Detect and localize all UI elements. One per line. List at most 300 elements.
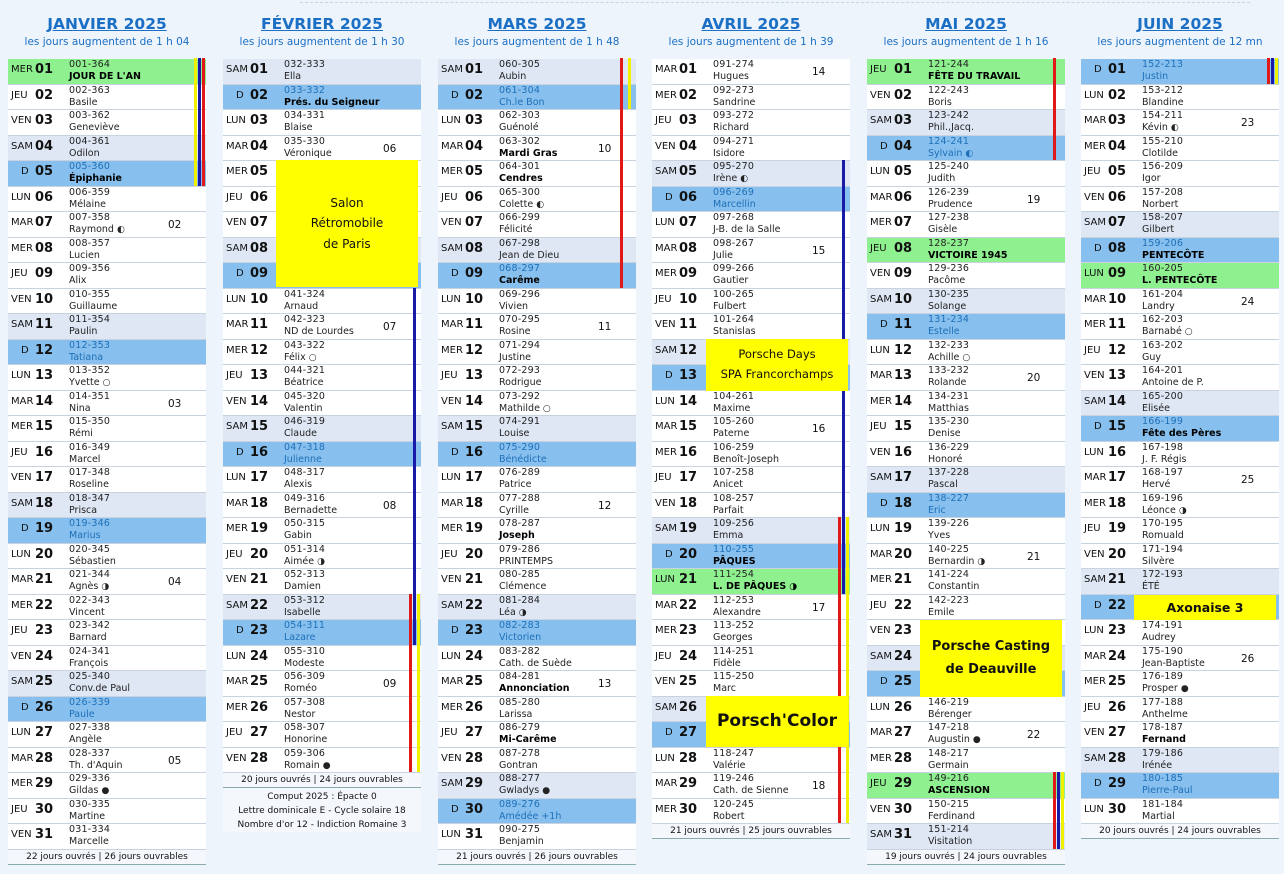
- day-row[interactable]: [8, 595, 206, 621]
- saint-text: Gildas: [69, 785, 99, 796]
- saint-name: [284, 454, 322, 465]
- day-row[interactable]: [1081, 365, 1279, 391]
- day-row[interactable]: [8, 59, 206, 85]
- day-row[interactable]: [1081, 493, 1279, 519]
- day-row[interactable]: [652, 110, 850, 136]
- saint-name: [69, 607, 105, 618]
- day-number: 17: [35, 470, 54, 485]
- saint-name: [1142, 581, 1160, 592]
- saint-text: Alexis: [284, 479, 313, 490]
- day-row[interactable]: [8, 212, 206, 238]
- day-row[interactable]: [223, 110, 421, 136]
- day-row[interactable]: [867, 263, 1065, 289]
- weekday-label: MAR: [11, 217, 34, 228]
- day-row[interactable]: [438, 518, 636, 544]
- day-row[interactable]: [8, 518, 206, 544]
- saint-name: [499, 530, 535, 541]
- day-row[interactable]: [8, 824, 206, 850]
- day-row[interactable]: [8, 340, 206, 366]
- day-row[interactable]: [1081, 416, 1279, 442]
- weekday-label: JEU: [655, 115, 672, 126]
- saint-name: [284, 607, 321, 618]
- comput-line: Comput 2025 : Épacte 0: [223, 790, 421, 804]
- day-row[interactable]: [8, 314, 206, 340]
- day-row[interactable]: [438, 110, 636, 136]
- day-row[interactable]: [438, 212, 636, 238]
- day-row[interactable]: [652, 85, 850, 111]
- day-row[interactable]: [8, 697, 206, 723]
- saint-text: Gwladys: [499, 785, 540, 796]
- day-row[interactable]: [438, 85, 636, 111]
- day-row[interactable]: [1081, 110, 1279, 136]
- day-number: 30: [1108, 801, 1127, 817]
- day-of-year-code: 083-282: [499, 645, 541, 657]
- saint-text: Marcelle: [69, 836, 109, 847]
- day-of-year-code: 091-274: [713, 59, 755, 70]
- day-row[interactable]: [1081, 467, 1279, 493]
- day-row[interactable]: [8, 773, 206, 799]
- month-title[interactable]: MARS 2025: [487, 15, 587, 33]
- day-row[interactable]: [8, 136, 206, 162]
- day-of-year-code: 021-344: [69, 569, 111, 580]
- day-row[interactable]: [1081, 722, 1279, 748]
- day-row[interactable]: [867, 697, 1065, 723]
- day-number: 28: [250, 750, 269, 766]
- day-row[interactable]: [867, 59, 1065, 85]
- weekday-label: SAM: [655, 523, 678, 534]
- day-row[interactable]: [867, 187, 1065, 213]
- day-row[interactable]: [8, 671, 206, 697]
- saint-text: Nina: [69, 402, 91, 414]
- weekday-label: VEN: [870, 803, 891, 815]
- day-of-year-code: 058-307: [284, 722, 326, 733]
- day-row[interactable]: [223, 85, 421, 111]
- day-row[interactable]: [8, 620, 206, 646]
- day-of-year-code: 160-205: [1142, 263, 1184, 274]
- day-number: 09: [1108, 266, 1127, 281]
- saint-name: [284, 581, 321, 592]
- day-row[interactable]: [867, 544, 1065, 570]
- saint-text: Pacôme: [928, 275, 966, 286]
- holiday-zone-stripe: [202, 58, 205, 186]
- day-row[interactable]: [438, 722, 636, 748]
- day-row[interactable]: [438, 595, 636, 621]
- day-row[interactable]: [867, 110, 1065, 136]
- day-row[interactable]: [438, 569, 636, 595]
- day-number: 15: [894, 419, 913, 434]
- day-row[interactable]: [223, 748, 421, 774]
- day-row[interactable]: [8, 442, 206, 468]
- day-row[interactable]: [438, 493, 636, 519]
- saint-text: Martine: [69, 810, 106, 822]
- day-row[interactable]: [8, 187, 206, 213]
- day-row[interactable]: [438, 289, 636, 315]
- day-row[interactable]: [438, 620, 636, 646]
- saint-name: [713, 556, 756, 567]
- saint-text: Jean-Baptiste: [1142, 657, 1205, 669]
- weekday-label: D: [880, 497, 888, 509]
- week-number: 02: [168, 219, 182, 231]
- day-of-year-code: 168-197: [1142, 467, 1184, 478]
- day-row[interactable]: [867, 799, 1065, 825]
- day-of-year-code: 129-236: [928, 263, 970, 274]
- day-row[interactable]: [1081, 518, 1279, 544]
- day-row[interactable]: [223, 697, 421, 723]
- day-row[interactable]: [8, 493, 206, 519]
- day-row[interactable]: [1081, 646, 1279, 672]
- day-row[interactable]: [652, 518, 850, 544]
- day-row[interactable]: [652, 595, 850, 621]
- day-of-year-code: 181-184: [1142, 798, 1184, 810]
- day-row[interactable]: [867, 365, 1065, 391]
- day-row[interactable]: [8, 391, 206, 417]
- day-row[interactable]: [867, 314, 1065, 340]
- weekday-label: SAM: [655, 701, 678, 713]
- moon-phase-icon: ◐: [116, 225, 125, 235]
- day-row[interactable]: [867, 391, 1065, 417]
- day-row[interactable]: [867, 467, 1065, 493]
- day-row[interactable]: [867, 416, 1065, 442]
- day-row[interactable]: [8, 365, 206, 391]
- month-title[interactable]: MAI 2025: [925, 15, 1007, 33]
- day-row[interactable]: [652, 289, 850, 315]
- day-number: 25: [35, 674, 54, 689]
- day-row[interactable]: [652, 442, 850, 468]
- day-row[interactable]: [1081, 748, 1279, 774]
- saint-text: Parfait: [713, 504, 744, 516]
- day-number: 19: [1108, 521, 1127, 536]
- day-of-year-code: 124-241: [928, 135, 970, 147]
- day-of-year-code: 097-268: [713, 212, 755, 223]
- day-of-year-code: 164-201: [1142, 365, 1184, 376]
- day-row[interactable]: [652, 416, 850, 442]
- day-row[interactable]: [1081, 697, 1279, 723]
- day-row[interactable]: [1081, 799, 1279, 825]
- day-row[interactable]: [223, 289, 421, 315]
- day-row[interactable]: [8, 646, 206, 672]
- day-row[interactable]: [223, 671, 421, 697]
- day-number: 03: [250, 113, 269, 128]
- weekday-label: LUN: [226, 472, 246, 483]
- month-title[interactable]: JANVIER 2025: [47, 15, 167, 33]
- weekday-label: LUN: [441, 293, 461, 305]
- weekday-label: D: [236, 268, 244, 279]
- day-row[interactable]: [1081, 314, 1279, 340]
- saint-text: Raymond: [69, 224, 114, 235]
- weekday-label: VEN: [11, 293, 32, 305]
- day-row[interactable]: [223, 442, 421, 468]
- day-row[interactable]: [867, 748, 1065, 774]
- day-row[interactable]: [438, 467, 636, 493]
- saint-text: Épiphanie: [69, 173, 122, 184]
- day-row[interactable]: [8, 263, 206, 289]
- day-row[interactable]: [652, 59, 850, 85]
- day-number: 13: [894, 368, 913, 383]
- day-of-year-code: 045-320: [284, 390, 326, 402]
- month-title[interactable]: FÉVRIER 2025: [261, 15, 383, 33]
- saint-name: [69, 530, 101, 541]
- day-row[interactable]: [223, 620, 421, 646]
- saint-text: Romuald: [1142, 530, 1184, 541]
- day-row[interactable]: [223, 493, 421, 519]
- day-row[interactable]: [1081, 238, 1279, 264]
- day-row[interactable]: [867, 340, 1065, 366]
- day-number: 04: [250, 138, 269, 154]
- weekday-label: JEU: [1084, 344, 1101, 356]
- day-row[interactable]: [438, 544, 636, 570]
- day-of-year-code: 106-259: [713, 441, 755, 453]
- day-of-year-code: 172-193: [1142, 569, 1184, 580]
- day-row[interactable]: [1081, 212, 1279, 238]
- day-row[interactable]: [223, 467, 421, 493]
- day-row[interactable]: [223, 365, 421, 391]
- day-row[interactable]: [1081, 136, 1279, 162]
- saint-text: Igor: [1142, 173, 1161, 184]
- day-row[interactable]: [867, 569, 1065, 595]
- saint-name: [499, 428, 529, 439]
- saint-text: Ferdinand: [928, 810, 976, 822]
- month-title[interactable]: AVRIL 2025: [701, 15, 801, 33]
- saint-name: [928, 326, 960, 337]
- day-row[interactable]: [1081, 340, 1279, 366]
- day-row[interactable]: [438, 697, 636, 723]
- day-row[interactable]: [223, 391, 421, 417]
- day-row[interactable]: [1081, 442, 1279, 468]
- day-of-year-code: 126-239: [928, 186, 970, 198]
- day-row[interactable]: [652, 467, 850, 493]
- day-row[interactable]: [1081, 263, 1279, 289]
- event-box[interactable]: [276, 160, 418, 287]
- day-row[interactable]: [1081, 544, 1279, 570]
- day-row[interactable]: [652, 569, 850, 595]
- month-daylight-subtitle: les jours augmentent de 12 mn: [1097, 36, 1263, 48]
- day-row[interactable]: [867, 212, 1065, 238]
- day-row[interactable]: [1081, 620, 1279, 646]
- event-box[interactable]: [706, 339, 848, 391]
- day-row[interactable]: [867, 773, 1065, 799]
- day-row[interactable]: [652, 493, 850, 519]
- day-row[interactable]: [438, 365, 636, 391]
- day-row[interactable]: [652, 773, 850, 799]
- saint-text: Amédée +1h: [499, 810, 562, 822]
- day-row[interactable]: [438, 773, 636, 799]
- day-number: 21: [250, 572, 269, 587]
- weekday-label: MAR: [441, 319, 464, 330]
- day-of-year-code: 148-217: [928, 747, 970, 759]
- day-row[interactable]: [1081, 85, 1279, 111]
- day-row[interactable]: [223, 136, 421, 162]
- saint-text: Paulin: [69, 326, 98, 337]
- day-number: 07: [465, 215, 484, 230]
- day-row[interactable]: [8, 416, 206, 442]
- day-row[interactable]: [223, 646, 421, 672]
- day-row[interactable]: [223, 314, 421, 340]
- day-row[interactable]: [438, 671, 636, 697]
- day-row[interactable]: [652, 187, 850, 213]
- day-row[interactable]: [867, 493, 1065, 519]
- weekday-label: SAM: [11, 676, 34, 687]
- weekday-label: JEU: [655, 293, 672, 305]
- day-row[interactable]: [867, 722, 1065, 748]
- day-row[interactable]: [223, 544, 421, 570]
- day-row[interactable]: [867, 824, 1065, 850]
- day-row[interactable]: [652, 544, 850, 570]
- month-title[interactable]: JUIN 2025: [1137, 15, 1223, 33]
- day-row[interactable]: [867, 161, 1065, 187]
- holiday-zone-stripe: [846, 517, 849, 823]
- day-row[interactable]: [438, 748, 636, 774]
- day-row[interactable]: [8, 238, 206, 264]
- day-row[interactable]: [1081, 569, 1279, 595]
- day-row[interactable]: [8, 799, 206, 825]
- day-row[interactable]: [652, 799, 850, 825]
- event-box[interactable]: [920, 620, 1062, 697]
- day-row[interactable]: [438, 263, 636, 289]
- day-row[interactable]: [1081, 391, 1279, 417]
- saint-text: L. DE PÂQUES: [713, 581, 787, 592]
- saint-text: Germain: [928, 759, 969, 771]
- saint-text: Fidèle: [713, 657, 741, 669]
- day-row[interactable]: [652, 748, 850, 774]
- day-row[interactable]: [652, 263, 850, 289]
- saint-text: Lucien: [69, 249, 100, 261]
- day-row[interactable]: [8, 467, 206, 493]
- day-row[interactable]: [438, 136, 636, 162]
- day-row[interactable]: [438, 187, 636, 213]
- day-row[interactable]: [223, 416, 421, 442]
- weekday-label: MER: [441, 166, 463, 177]
- saint-name: [499, 683, 570, 694]
- day-row[interactable]: [867, 289, 1065, 315]
- weekday-label: JEU: [1084, 523, 1101, 534]
- day-of-year-code: 161-204: [1142, 288, 1184, 300]
- day-row[interactable]: [652, 314, 850, 340]
- saint-text: Guénolé: [499, 122, 539, 133]
- day-number: 17: [250, 470, 269, 485]
- day-row[interactable]: [8, 569, 206, 595]
- day-row[interactable]: [652, 620, 850, 646]
- month-working-days-footer: 21 jours ouvrés | 26 jours ouvrables: [438, 850, 636, 865]
- weekday-label: MER: [1084, 676, 1106, 687]
- week-number: 17: [812, 601, 826, 614]
- saint-text: Romain: [284, 759, 320, 771]
- day-row[interactable]: [867, 136, 1065, 162]
- day-row[interactable]: [438, 161, 636, 187]
- day-number: 04: [465, 138, 484, 154]
- day-row[interactable]: [8, 544, 206, 570]
- day-row[interactable]: [652, 646, 850, 672]
- day-row[interactable]: [438, 314, 636, 340]
- day-of-year-code: 035-330: [284, 135, 326, 147]
- saint-text: Estelle: [928, 326, 960, 337]
- saint-text: Silvère: [1142, 555, 1175, 567]
- saint-name: [1142, 326, 1193, 337]
- day-row[interactable]: [438, 646, 636, 672]
- day-number: 03: [679, 113, 698, 128]
- day-row[interactable]: [867, 85, 1065, 111]
- saint-text: PRINTEMPS: [499, 555, 553, 567]
- day-row[interactable]: [652, 136, 850, 162]
- saint-text: Solange: [928, 300, 967, 312]
- saint-text: Valérie: [713, 759, 746, 771]
- day-row[interactable]: [438, 824, 636, 850]
- day-row[interactable]: [223, 595, 421, 621]
- day-row[interactable]: [1081, 671, 1279, 697]
- weekday-label: MAR: [441, 140, 464, 152]
- weekday-label: VEN: [11, 829, 32, 840]
- day-row[interactable]: [223, 518, 421, 544]
- day-row[interactable]: [652, 238, 850, 264]
- day-row[interactable]: [8, 85, 206, 111]
- saint-text: Larissa: [499, 708, 533, 720]
- day-row[interactable]: [1081, 187, 1279, 213]
- day-of-year-code: 060-305: [499, 59, 541, 70]
- day-row[interactable]: [8, 110, 206, 136]
- weekday-label: VEN: [870, 625, 891, 636]
- weekday-label: SAM: [441, 421, 464, 432]
- day-row[interactable]: [223, 340, 421, 366]
- day-row[interactable]: [8, 748, 206, 774]
- weekday-label: D: [1094, 778, 1102, 789]
- day-row[interactable]: [223, 722, 421, 748]
- weekday-label: D: [236, 446, 244, 458]
- saint-text: Fernand: [1142, 734, 1186, 745]
- saint-name: [499, 377, 541, 388]
- day-row[interactable]: [1081, 773, 1279, 799]
- weekday-label: SAM: [1084, 395, 1107, 407]
- weekday-label: SAM: [870, 472, 893, 483]
- day-row[interactable]: [438, 238, 636, 264]
- event-box[interactable]: [1134, 595, 1276, 620]
- day-row[interactable]: [652, 671, 850, 697]
- day-row[interactable]: [223, 569, 421, 595]
- day-row[interactable]: [652, 391, 850, 417]
- day-row[interactable]: [867, 518, 1065, 544]
- day-of-year-code: 138-227: [928, 492, 970, 504]
- weekday-label: SAM: [1084, 752, 1107, 764]
- weekday-label: MER: [226, 523, 248, 534]
- saint-name: [1142, 275, 1217, 286]
- day-row[interactable]: [438, 799, 636, 825]
- week-number: 10: [598, 142, 612, 155]
- day-row[interactable]: [223, 59, 421, 85]
- moon-phase-icon: ○: [962, 352, 971, 363]
- day-row[interactable]: [867, 442, 1065, 468]
- holiday-zone-stripe: [413, 288, 416, 645]
- day-row[interactable]: [1081, 161, 1279, 187]
- day-of-year-code: 147-218: [928, 722, 970, 733]
- day-row[interactable]: [8, 722, 206, 748]
- day-row[interactable]: [8, 289, 206, 315]
- day-row[interactable]: [867, 238, 1065, 264]
- day-row[interactable]: [438, 340, 636, 366]
- day-row[interactable]: [1081, 289, 1279, 315]
- saint-name: [1142, 479, 1170, 490]
- day-row[interactable]: [438, 416, 636, 442]
- day-of-year-code: 033-332: [284, 84, 326, 96]
- day-row[interactable]: [652, 161, 850, 187]
- day-row[interactable]: [438, 391, 636, 417]
- day-of-year-code: 004-361: [69, 135, 111, 147]
- day-row[interactable]: [8, 161, 206, 187]
- day-row[interactable]: [438, 59, 636, 85]
- event-box[interactable]: [706, 696, 848, 747]
- weekday-label: MAR: [226, 140, 249, 152]
- day-row[interactable]: [438, 442, 636, 468]
- day-row[interactable]: [867, 595, 1065, 621]
- day-row[interactable]: [652, 212, 850, 238]
- day-row[interactable]: [1081, 59, 1279, 85]
